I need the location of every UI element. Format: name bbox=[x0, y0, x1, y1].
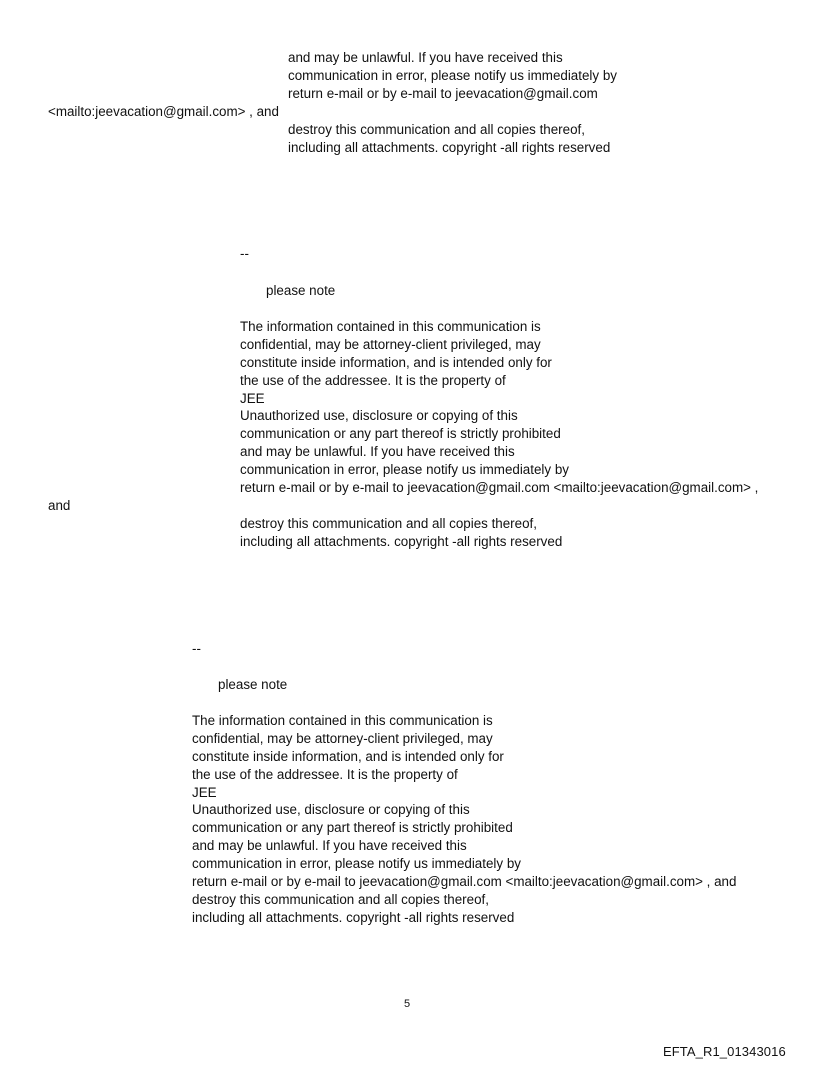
block2-line: the use of the addressee. It is the property of bbox=[240, 373, 506, 388]
block2-line: confidential, may be attorney-client privileged, may bbox=[240, 337, 541, 352]
block3-line: and may be unlawful. If you have received this bbox=[192, 838, 467, 853]
block3-heading: please note bbox=[218, 677, 288, 692]
block1-line: communication in error, please notify us immediately by bbox=[288, 68, 617, 83]
block1-line: return e-mail or by e-mail to jeevacation@gmail.com bbox=[288, 86, 598, 101]
block2-line: return e-mail or by e-mail to jeevacation@gmail.com <mailto:jeevacation@gmail.com> , bbox=[240, 480, 759, 495]
block2-line: Unauthorized use, disclosure or copying of this bbox=[240, 408, 518, 423]
block1-line: and may be unlawful. If you have received this bbox=[288, 50, 563, 65]
block2-heading: please note bbox=[266, 283, 336, 298]
block3-line: return e-mail or by e-mail to jeevacation@gmail.com <mailto:jeevacation@gmail.com> , and bbox=[192, 874, 737, 889]
block3-line: the use of the addressee. It is the property of bbox=[192, 767, 458, 782]
page-number: 5 bbox=[404, 998, 411, 1010]
block1-line: <mailto:jeevacation@gmail.com> , and bbox=[48, 104, 279, 119]
block1-line: destroy this communication and all copies thereof, bbox=[288, 122, 585, 137]
block3-line: Unauthorized use, disclosure or copying of this bbox=[192, 802, 470, 817]
block2-line: constitute inside information, and is intended only for bbox=[240, 355, 552, 370]
block3-line: communication or any part thereof is strictly prohibited bbox=[192, 820, 513, 835]
block2-line: destroy this communication and all copies thereof, bbox=[240, 516, 537, 531]
block2-line: The information contained in this communication is bbox=[240, 319, 541, 334]
block2-line: communication or any part thereof is strictly prohibited bbox=[240, 426, 561, 441]
block2-line: communication in error, please notify us immediately by bbox=[240, 462, 569, 477]
block3-line: The information contained in this communication is bbox=[192, 713, 493, 728]
block2-line: and bbox=[48, 498, 71, 513]
block3-line: including all attachments. copyright -all rights reserved bbox=[192, 910, 515, 925]
block3-line: constitute inside information, and is intended only for bbox=[192, 749, 504, 764]
block2-line: JEE bbox=[240, 391, 265, 406]
block1-line: including all attachments. copyright -all rights reserved bbox=[288, 140, 611, 155]
block3-line: JEE bbox=[192, 785, 217, 800]
block2-separator: -- bbox=[240, 246, 249, 261]
block3-line: destroy this communication and all copies thereof, bbox=[192, 892, 489, 907]
block2-line: and may be unlawful. If you have received this bbox=[240, 444, 515, 459]
document-id-footer: EFTA_R1_01343016 bbox=[663, 1044, 786, 1059]
block3-separator: -- bbox=[192, 641, 201, 656]
block3-line: confidential, may be attorney-client privileged, may bbox=[192, 731, 493, 746]
block3-line: communication in error, please notify us immediately by bbox=[192, 856, 521, 871]
block2-line: including all attachments. copyright -all rights reserved bbox=[240, 534, 563, 549]
